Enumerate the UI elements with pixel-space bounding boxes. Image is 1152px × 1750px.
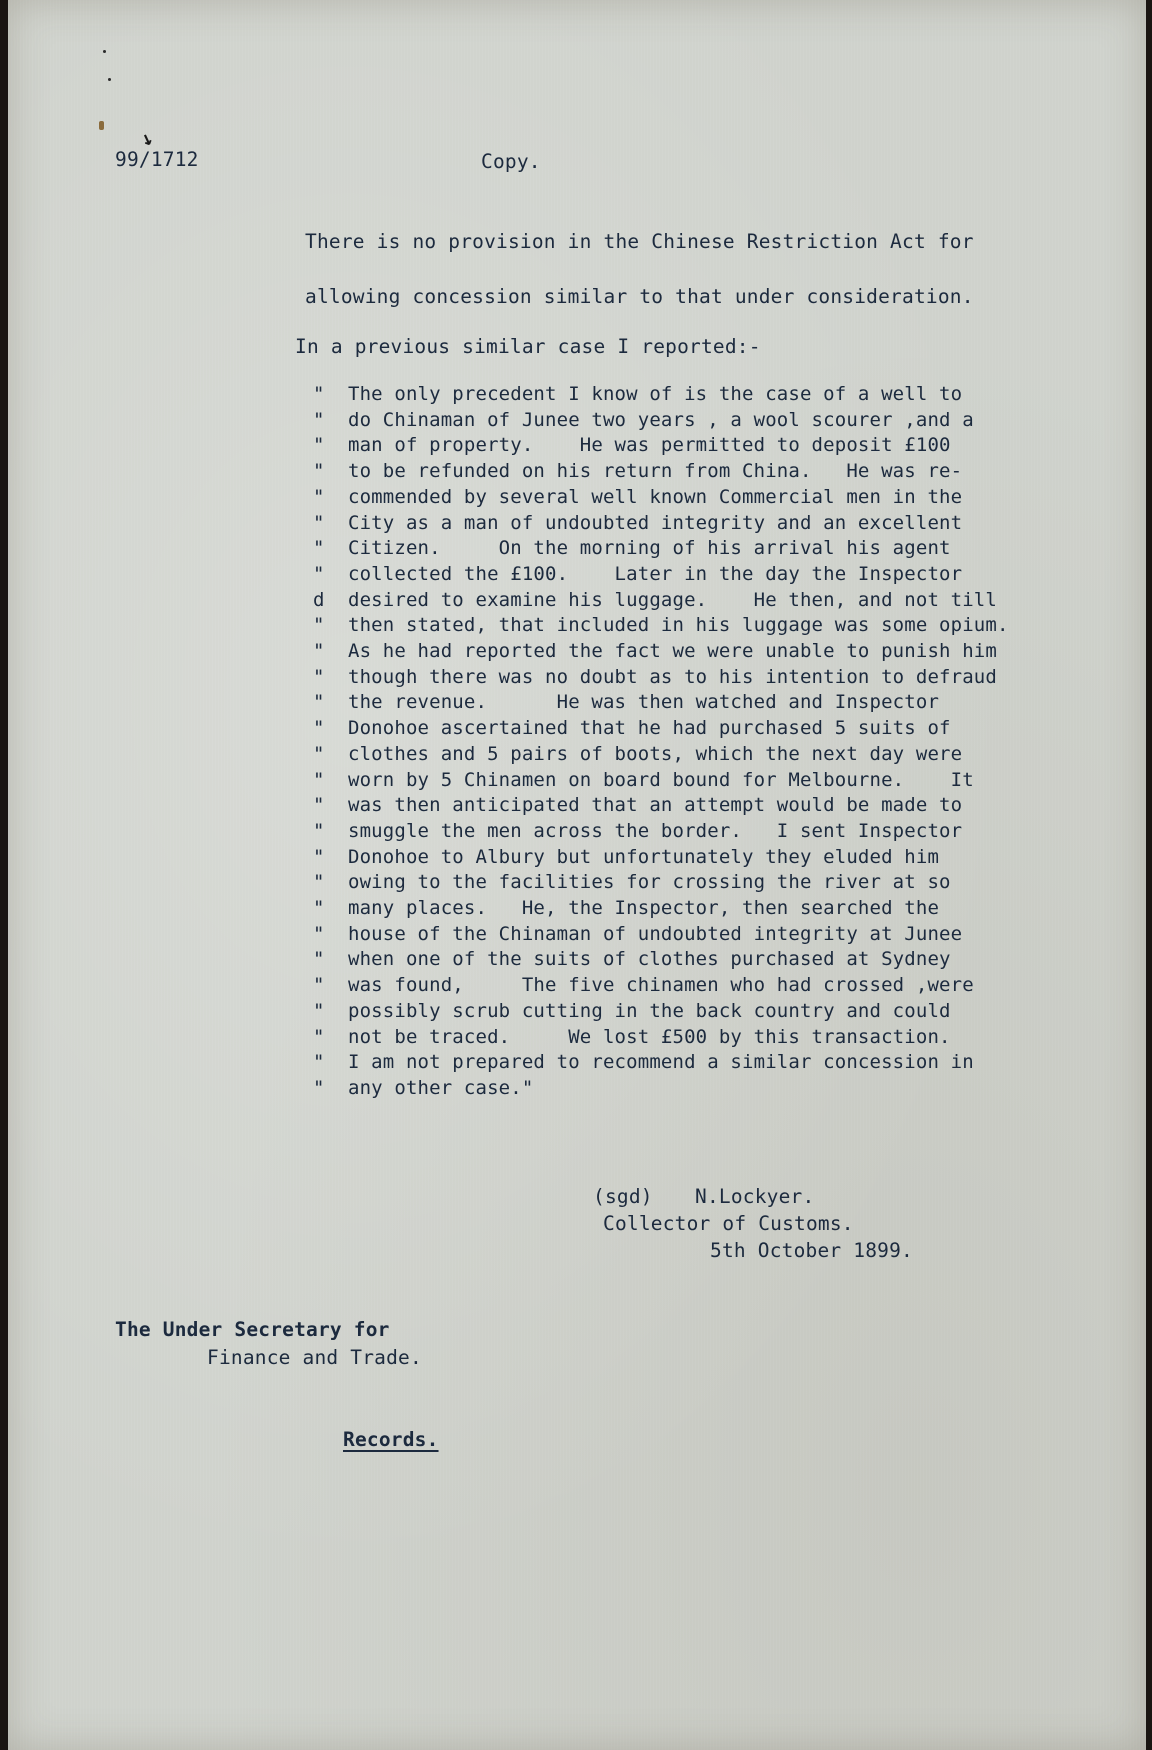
quote-line-text: The only precedent I know of is the case of a well to — [348, 383, 963, 405]
quote-mark: " — [313, 819, 325, 842]
quote-line-text: worn by 5 Chinamen on board bound for Melbourne. It — [348, 768, 974, 791]
quote-mark: " — [313, 717, 325, 740]
quote-mark: " — [313, 614, 325, 637]
quote-line-text: Donohoe ascertained that he had purchased 5 suits of — [348, 717, 951, 740]
quote-mark: " — [313, 922, 325, 945]
quote-mark: " — [313, 408, 325, 431]
quote-line-text: man of property. He was permitted to deposit £100 — [348, 434, 951, 457]
intro-line-2: allowing concession similar to that under consideration. — [305, 285, 974, 308]
records-label: Records. — [343, 1428, 439, 1451]
signature-name: N.Lockyer. — [695, 1185, 815, 1208]
quote-line-text: the revenue. He was then watched and Inspector — [348, 691, 940, 714]
quote-line-text: house of the Chinaman of undoubted integrity at Junee — [348, 922, 963, 945]
quote-mark: " — [313, 742, 325, 765]
quote-line-text: smuggle the men across the border. I sent Inspector — [348, 819, 963, 842]
quote-line-text: to be refunded on his return from China. He was re- — [348, 460, 963, 483]
quote-mark: " — [313, 999, 325, 1022]
signature-sgd: (sgd) — [593, 1185, 653, 1208]
quote-line-text: collected the £100. Later in the day the Inspector — [348, 562, 963, 585]
quote-line-text: Citizen. On the morning of his arrival his agent — [348, 537, 951, 560]
ink-speck — [108, 78, 111, 81]
quote-mark: " — [313, 460, 325, 483]
quote-line-text: when one of the suits of clothes purchased at Sydney — [348, 948, 951, 971]
quote-line-text: then stated, that included in his luggage was some opium. — [348, 614, 1009, 637]
quote-mark: " — [313, 485, 325, 508]
quote-line-text: do Chinaman of Junee two years , a wool scourer ,and a — [348, 408, 974, 431]
reference-number: 99/1712 — [115, 148, 199, 171]
quote-line-text: commended by several well known Commercial men in the — [348, 485, 963, 508]
quote-line-text: though there was no doubt as to his intention to defraud — [348, 665, 997, 688]
quote-mark: " — [313, 511, 325, 534]
quote-mark: " — [313, 974, 325, 997]
quote-line-text: was found, The five chinamen who had crossed ,were — [348, 974, 974, 997]
addressee-line-2: Finance and Trade. — [207, 1346, 422, 1369]
quote-line-text: desired to examine his luggage. He then, and not till — [348, 588, 997, 611]
quote-mark: " — [313, 871, 325, 894]
quote-mark: " — [313, 640, 325, 662]
document-sheet — [8, 0, 1146, 1750]
ink-mark — [99, 121, 104, 130]
quote-line-text: I am not prepared to recommend a similar concession in — [348, 1051, 974, 1074]
signature-title: Collector of Customs. — [603, 1212, 854, 1235]
quote-line-text: owing to the facilities for crossing the river at so — [348, 871, 951, 894]
previous-case-line: In a previous similar case I reported:- — [295, 335, 761, 358]
intro-line-1: There is no provision in the Chinese Restriction Act for — [305, 230, 974, 253]
quote-line-text: City as a man of undoubted integrity and an excellent — [348, 511, 963, 534]
quote-mark: " — [313, 794, 325, 817]
tick-mark-icon: ↘ — [138, 123, 158, 151]
quote-mark: " — [313, 897, 325, 919]
ink-speck — [103, 50, 106, 53]
quote-mark: " — [313, 768, 325, 791]
quote-mark: " — [313, 383, 325, 405]
quote-line-text: clothes and 5 pairs of boots, which the next day were — [348, 742, 963, 765]
quote-mark: " — [313, 665, 325, 688]
signature-date: 5th October 1899. — [710, 1239, 913, 1262]
quote-mark: " — [313, 948, 325, 971]
quote-mark: " — [313, 562, 325, 585]
quote-mark: " — [313, 845, 325, 868]
quote-mark: " — [313, 537, 325, 560]
quote-mark: " — [313, 1051, 325, 1074]
quote-line-text: not be traced. We lost £500 by this transaction. — [348, 1025, 951, 1048]
quote-line-text: Donohoe to Albury but unfortunately they eluded him — [348, 845, 940, 868]
quote-mark: " — [313, 691, 325, 714]
quote-line-text: many places. He, the Inspector, then searched the — [348, 897, 940, 919]
quote-line-text: possibly scrub cutting in the back country and could — [348, 999, 951, 1022]
quote-mark: d — [313, 588, 325, 611]
addressee-line-1: The Under Secretary for — [115, 1318, 390, 1341]
quote-line-text: was then anticipated that an attempt would be made to — [348, 794, 963, 817]
quote-line-text: As he had reported the fact we were unable to punish him — [348, 640, 997, 662]
copy-label: Copy. — [481, 150, 541, 173]
quote-line-text: any other case." — [348, 1076, 534, 1099]
quote-mark: " — [313, 434, 325, 457]
quote-mark: " — [313, 1025, 325, 1048]
quote-mark: " — [313, 1076, 325, 1099]
